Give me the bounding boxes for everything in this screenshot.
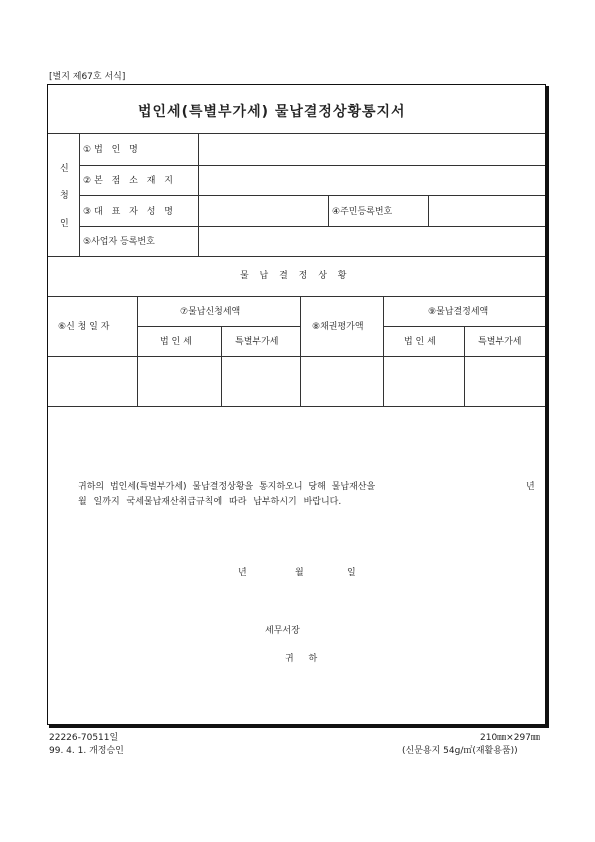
form-code: 22226-70511일 (49, 733, 119, 743)
hq-location-label: ②본 점 소 재 지 (83, 176, 176, 186)
tax-office: 세무서장 (265, 626, 300, 636)
corp-name-label: ①법 인 명 (83, 145, 141, 155)
resident-no-label: ④주민등록번호 (332, 207, 393, 217)
decided-tax-header: ⑨물납결정세액 (428, 307, 489, 317)
notice-line-1: 귀하의 법인세(특별부가세) 물납결정상황을 통지하오니 당해 물납재산을 (78, 482, 376, 492)
approval-date: 99. 4. 1. 개정승인 (49, 746, 124, 756)
corp-tax-header: 법 인 세 (160, 337, 192, 347)
applicant-side-label: 청 (60, 191, 69, 201)
bond-value-header: ⑧채권평가액 (312, 322, 364, 332)
notice-line-2: 월 일까지 국세물납재산취급규칙에 따라 납부하시기 바랍니다. (78, 497, 342, 507)
notice-line-1-year: 년 (526, 482, 535, 492)
special-tax-header: 특별부가세 (235, 337, 279, 347)
applicant-side-label: 인 (60, 219, 69, 229)
frame-shadow (546, 86, 549, 727)
paper-type: (신문용지 54g/㎡(재활용품)) (402, 746, 518, 756)
date-month: 월 (295, 568, 304, 578)
paper-size: 210㎜×297㎜ (480, 733, 540, 743)
special-tax-header: 특별부가세 (478, 337, 522, 347)
date-year: 년 (238, 568, 247, 578)
representative-label: ③대 표 자 성 명 (83, 207, 176, 217)
frame-shadow (49, 725, 549, 728)
date-header: ⑥신 청 일 자 (58, 322, 110, 332)
applied-tax-header: ⑦물납신청세액 (180, 307, 241, 317)
recipient: 귀 하 (285, 654, 324, 664)
section-title: 물 납 결 정 상 황 (240, 271, 351, 281)
business-no-label: ⑤사업자 등록번호 (83, 237, 155, 247)
applicant-side-label: 신 (60, 164, 69, 174)
page-title: 법인세(특별부가세) 물납결정상황통지서 (138, 104, 406, 120)
form-header: [별지 제67호 서식] (49, 72, 126, 82)
date-day: 일 (347, 568, 356, 578)
corp-tax-header: 법 인 세 (404, 337, 436, 347)
